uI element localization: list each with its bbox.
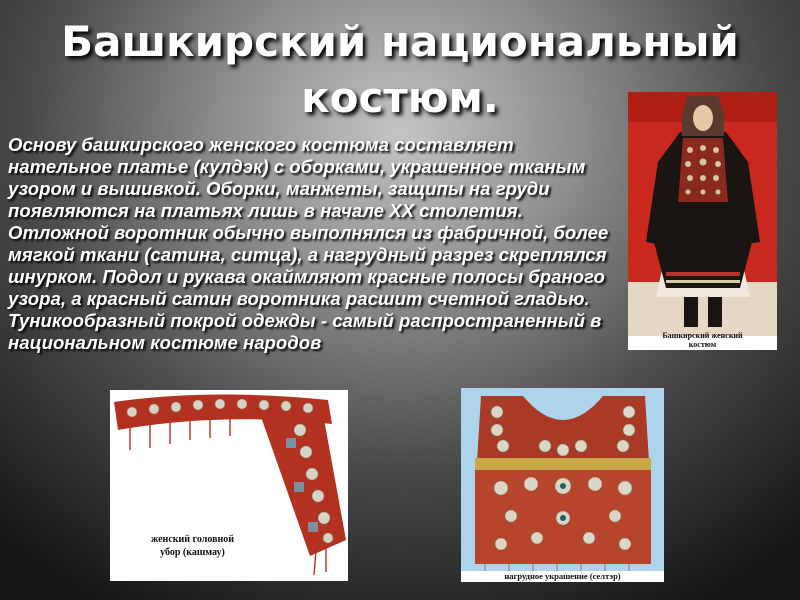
costume-caption — [628, 331, 777, 349]
headdress-caption-line1: женский головной — [151, 534, 234, 545]
headdress-caption-line2: убор (кашмау) — [160, 547, 225, 558]
costume-photo — [628, 92, 777, 350]
slide-body-text: Основу башкирского женского костюма составляет нательное платье (кулдэк) с оборками, украшенное тканым узором и вышивкой. Оборки, манжеты, защипы на груди появляются на платьях лишь в начале XX столетия. Отложной воротник обычно выполнялся из фабричной, более мягкой ткани (сатина, ситца), а нагрудный разрез скреплялся шнурком. Подол и рукава окаймляют красные полосы браного узора, а красный сатин воротника расшит счетной гладью. Туникообразный покрой одежды - самый распространенный в национальном костюме народов — [8, 134, 609, 353]
breastplate-photo — [461, 388, 664, 582]
costume-caption-line2: костюм — [688, 340, 717, 349]
slide-title-line2: костюм. — [301, 73, 499, 122]
breastplate-illustration — [461, 388, 664, 571]
slide-title-line1: Башкирский национальный — [61, 17, 739, 66]
headdress-caption — [110, 533, 275, 559]
costume-illustration — [628, 92, 777, 336]
breastplate-caption: нагрудное украшение (селтэр) — [461, 571, 664, 582]
headdress-photo — [110, 390, 348, 581]
costume-caption-line1: Башкирский женский — [662, 331, 743, 340]
